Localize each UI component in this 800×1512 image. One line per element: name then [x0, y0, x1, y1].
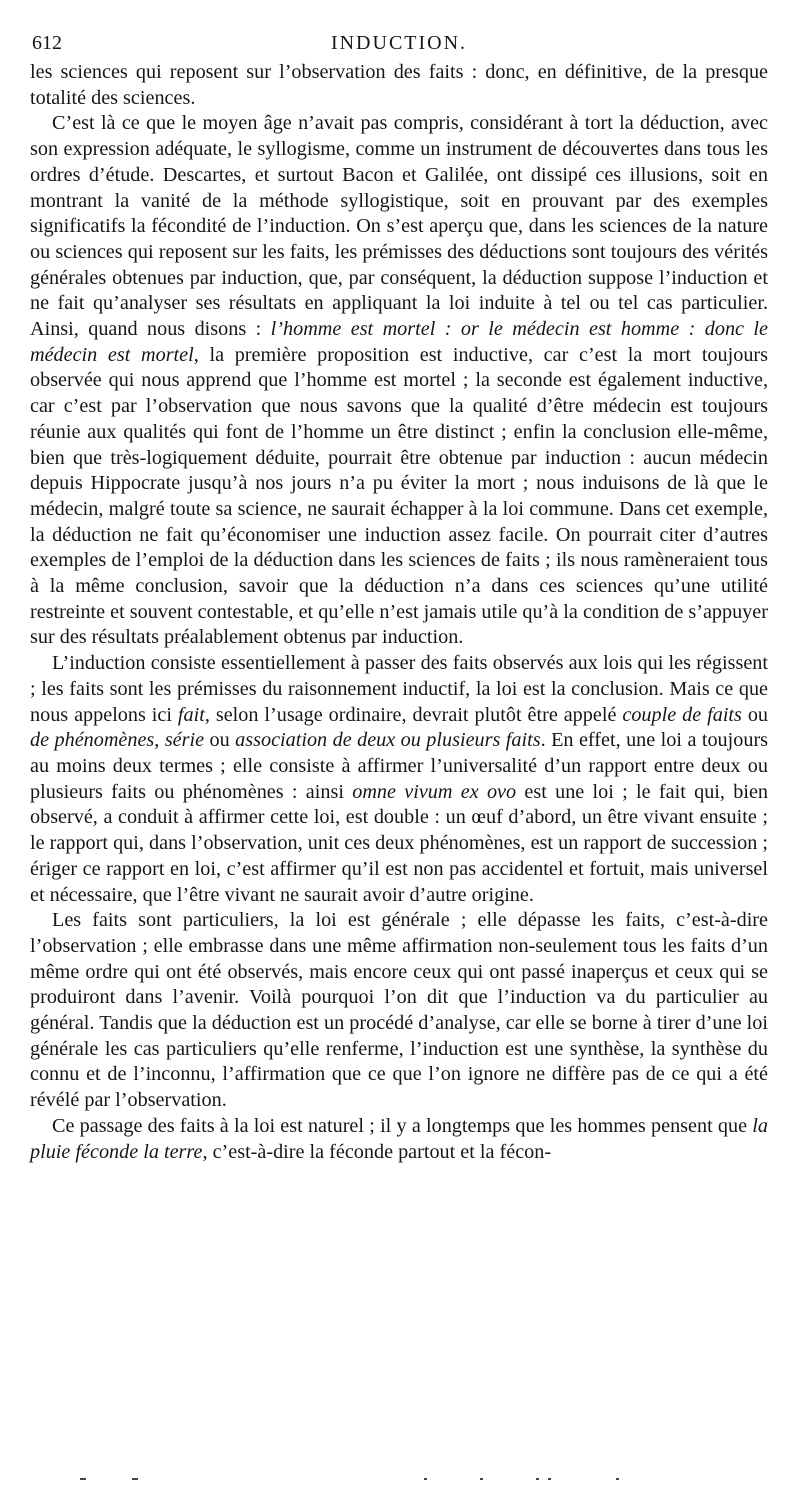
- scan-mark: [536, 1478, 539, 1480]
- text-segment: C’est là ce que le moyen âge n’avait pas compris, considérant à tort la déduction, avec son expression adéquate, le syllogisme, comme un instrument de découvertes dans tous les ordres d’étude. Descartes, et surtout Bacon et Galilée, ont dissipé ces illusions, soit en montrant la vanité de la méthode syllogistique, soit en prouvant par des exemples significatifs la fécondité de l’induction. On s’est aperçu que, dans les sciences de la nature ou sciences qui reposent sur les faits, les prémisses des déductions sont toujours des vérités générales obtenues par induction, que, par conséquent, la déduction suppose l’induction et ne fait qu’analyser ses résultats en appliquant la loi induite à tel ou tel cas particulier. Ainsi, quand nous disons :: [30, 112, 768, 341]
- italic-text-segment: la pluie féconde la terre: [30, 1114, 768, 1163]
- text-segment: ou: [741, 703, 769, 726]
- scan-mark: [480, 1478, 483, 1480]
- italic-text-segment: fait: [177, 703, 205, 726]
- text-segment: , selon l’usage ordinaire, devrait plutôt être appelé: [204, 703, 623, 726]
- text-segment: L’induction consiste essentiellement à passer des faits observés aux lois qui les régissent ; les faits sont les prémisses du raisonnement inductif, la loi est la conclusion. Mais ce que nous appelons ici: [30, 652, 768, 726]
- italic-text-segment: omne vivum ex ovo: [352, 780, 517, 803]
- italic-text-segment: couple de faits: [622, 703, 742, 726]
- paragraph: [30, 908, 768, 1114]
- text-segment: Les faits sont particuliers, la loi est générale ; elle dépasse les faits, c’est-à-dire l’observation ; elle embrasse dans une même affirmation non-seulement tous les faits d’un même ordre qui ont été observés, mais encore ceux qui ont passé inaperçus et ceux qui se produiront dans l’avenir. Voilà pourquoi l’on dit que l’induction va du particulier au général. Tandis que la déduction est un procédé d’analyse, car elle se borne à tirer d’une loi générale les cas particuliers qu’elle renferme, l’induction est une synthèse, la synthèse du connu et de l’inconnu, l’affirmation que ce que l’on ignore ne diffère pas de ce qui a été révélé par l’observation.: [30, 909, 768, 1112]
- text-segment: ou: [204, 729, 236, 752]
- italic-text-segment: l’homme est mortel : or le médecin est homme : donc le médecin est mortel: [30, 318, 769, 366]
- text-segment: est une loi ; le fait qui, bien observé, a conduit à affirmer cette loi, est double : un œuf d’abord, un être vivant ensuite ; le rapport qui, dans l’observation, unit ces deux phénomènes, est un rapport de succession ; ériger ce rapport en loi, c’est affirmer qu’il est non pas accidentel et fortuit, mais universel et nécessaire, que l’être vivant ne saurait avoir d’autre origine.: [30, 780, 769, 906]
- scan-mark: [616, 1478, 619, 1480]
- italic-text-segment: série: [164, 729, 205, 752]
- text-segment: ,: [154, 729, 165, 752]
- text-segment: Ce passage des faits à la loi est naturel ; il y a longtemps que les hommes pensent que: [52, 1114, 753, 1137]
- scan-mark: [424, 1478, 427, 1480]
- scan-mark: [80, 1478, 86, 1480]
- page-number: 612: [32, 32, 62, 54]
- text-segment: . En effet, une loi a toujours au moins deux termes ; elle consiste à affirmer l’universalité d’un rapport entre deux ou plusieurs faits ou phénomènes : ainsi: [30, 729, 769, 803]
- page-header: [30, 30, 768, 60]
- paragraph: [30, 111, 768, 651]
- body-text: [30, 60, 768, 1165]
- running-title: INDUCTION.: [330, 32, 468, 54]
- scan-artifact-marks: [80, 1478, 640, 1484]
- text-segment: , la première proposition est inductive, car c’est la mort toujours observée qui nous apprend que l’homme est mortel ; la seconde est également inductive, car c’est par l’observation que nous savons que la qualité d’être médecin est toujours réunie aux qualités qui font de l’homme un être distinct ; enfin la conclusion elle-même, bien que très-logiquement déduite, pourrait être obtenue par induction : aucun médecin depuis Hippocrate jusqu’à nos jours n’a pu éviter la mort ; nous induisons de là que le médecin, malgré toute sa science, ne saurait échapper à la loi commune. Dans cet exemple, la déduction ne fait qu’économiser une induction assez facile. On pourrait citer d’autres exemples de l’emploi de la déduction dans les sciences de faits ; ils nous ramèneraient tous à la même conclusion, savoir que la déduction n’a dans ces sciences qu’une utilité restreinte et souvent contestable, et qu’elle n’est jamais utile qu’à la condition de s’appuyer sur des résultats préalablement obtenus par induction.: [30, 343, 768, 649]
- italic-text-segment: association de deux ou plusieurs faits: [235, 729, 541, 752]
- italic-text-segment: de phénomènes: [30, 729, 155, 752]
- paragraph: [30, 1114, 768, 1165]
- scan-mark: [132, 1478, 138, 1480]
- text-segment: , c’est-à-dire la féconde partout et la fécon-: [202, 1140, 552, 1163]
- book-page: [30, 30, 768, 1165]
- paragraph: [30, 651, 768, 908]
- paragraph: [30, 60, 768, 111]
- scan-mark: [548, 1478, 551, 1480]
- text-segment: les sciences qui reposent sur l’observation des faits : donc, en définitive, de la presque totalité des sciences.: [30, 61, 768, 109]
